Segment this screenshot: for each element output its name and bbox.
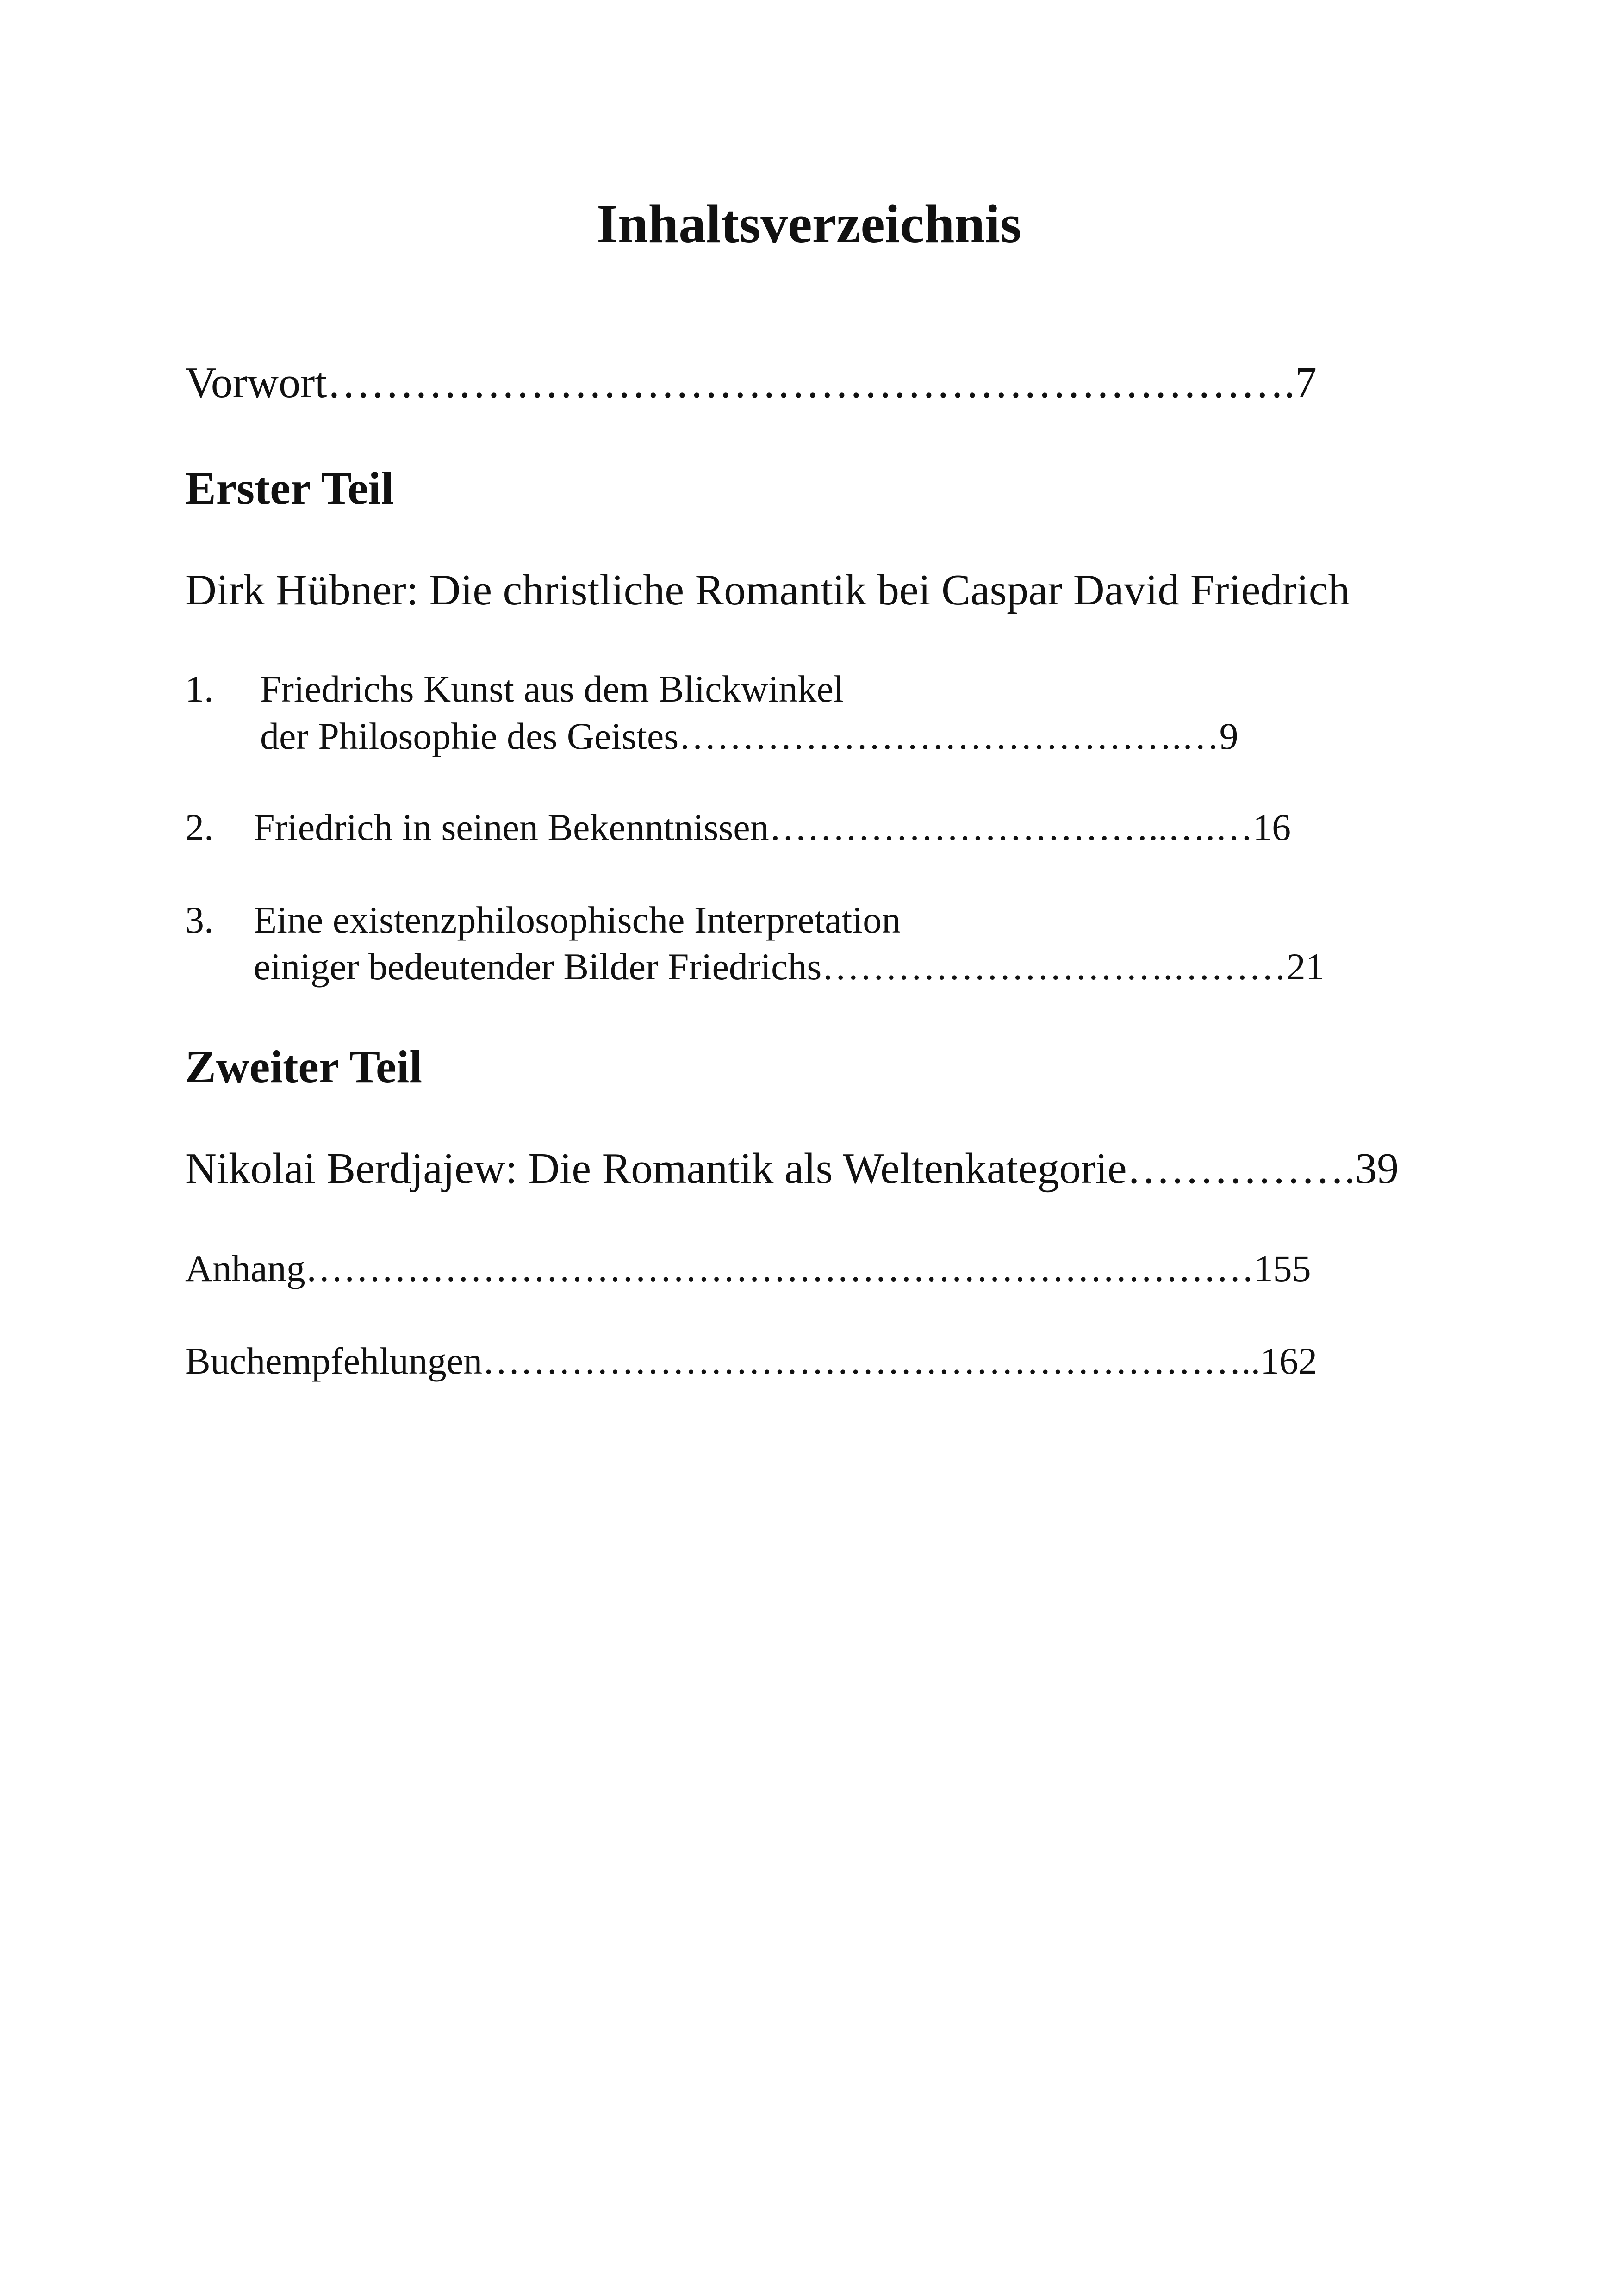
section-heading-zweiter-teil: Zweiter Teil	[185, 1041, 423, 1092]
toc-item-3-line1: Eine existenzphilosophische Interpretation	[254, 899, 901, 941]
section-author-line-berdjajew: Nikolai Berdjajew: Die Romantik als Weltenkategorie…………….39	[185, 1145, 1399, 1193]
toc-entry-buchempfehlungen: Buchempfehlungen……………………………………………………..162	[185, 1340, 1318, 1382]
toc-item-3-line2: einiger bedeutender Bilder Friedrichs……………………….………21	[254, 946, 1325, 988]
section-author-line-huebner: Dirk Hübner: Die christliche Romantik bei Caspar David Friedrich	[185, 566, 1350, 614]
toc-item-2-number: 2.	[185, 806, 214, 848]
page-title: Inhaltsverzeichnis	[597, 193, 1021, 254]
toc-entry-anhang: Anhang…………………………………………………………………155	[185, 1247, 1311, 1289]
section-heading-erster-teil: Erster Teil	[185, 462, 394, 514]
toc-entry-vorwort: Vorwort………………………………………………………….7	[185, 359, 1317, 407]
toc-item-1-line1: Friedrichs Kunst aus dem Blickwinkel	[260, 668, 844, 710]
toc-item-1-number: 1.	[185, 668, 214, 710]
toc-item-2-line1: Friedrich in seinen Bekenntnissen…………………………..….…16	[254, 806, 1291, 848]
toc-item-3-number: 3.	[185, 899, 214, 941]
toc-item-1-line2: der Philosophie des Geistes………………………………….…9	[260, 715, 1238, 757]
